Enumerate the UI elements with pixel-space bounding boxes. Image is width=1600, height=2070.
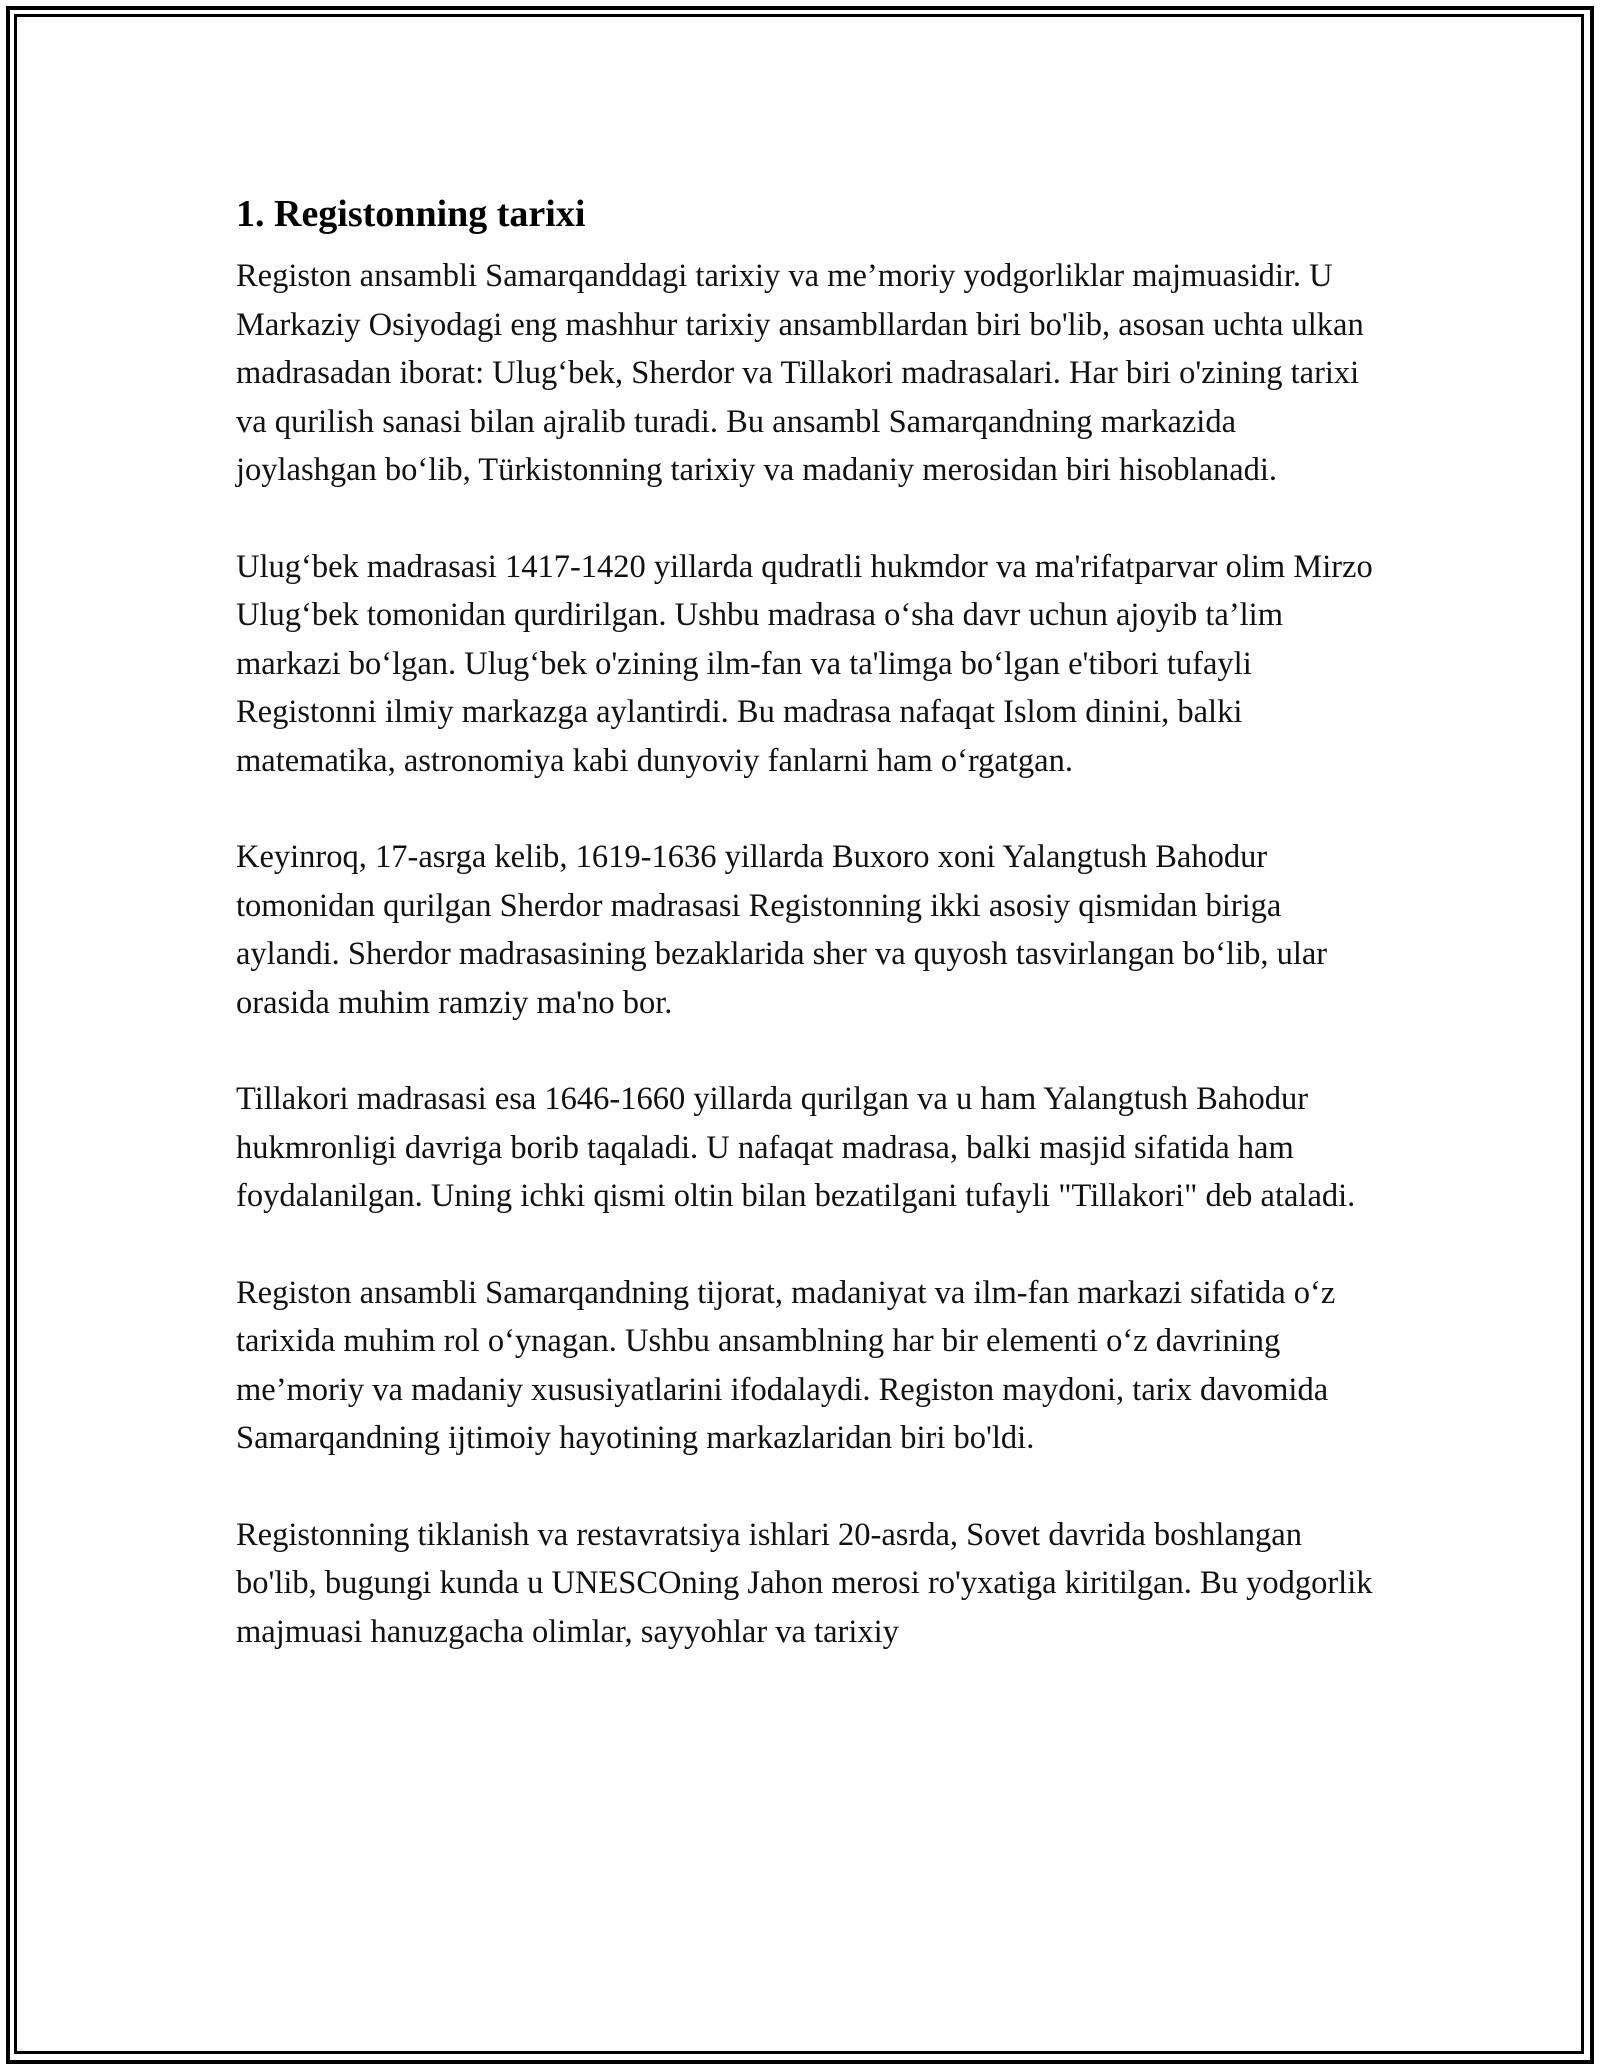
section-heading: 1. Registonning tarixi xyxy=(236,193,586,235)
paragraph-registon-role: Registon ansambli Samarqandning tijorat, madaniyat va ilm-fan markazi sifatida o‘z tarixida muhim rol o‘ynagan. Ushbu ansamblning har bir elementi o‘z davrining me’moriy va madaniy xususiyatlarini ifodalaydi. Registon maydoni, tarix davomida Samarqandning ijtimoiy hayotining markazlaridan biri bo'ldi. xyxy=(236,1274,1336,1456)
paragraph-restoration: Registonning tiklanish va restavratsiya ishlari 20-asrda, Sovet davrida boshlangan bo'lib, bugungi kunda u UNESCOning Jahon merosi ro'yxatiga kiritilgan. Bu yodgorlik majmuasi hanuzgacha olimlar, sayyohlar va tarixiy xyxy=(236,1516,1373,1650)
paragraph-ulugbek-madrasa: Ulug‘bek madrasasi 1417-1420 yillarda qudratli hukmdor va ma'rifatparvar olim Mirzo Ulug‘bek tomonidan qurdirilgan. Ushbu madrasa o‘sha davr uchun ajoyib ta’lim markazi bo‘lgan. Ulug‘bek o'zining ilm-fan va ta'limga bo‘lgan e'tibori tufayli Registonni ilmiy markazga aylantirdi. Bu madrasa nafaqat Islom dinini, balki matematika, astronomiya kabi dunyoviy fanlarni ham o‘rgatgan. xyxy=(236,548,1373,779)
paragraph-tillakori-madrasa: Tillakori madrasasi esa 1646-1660 yillarda qurilgan va u ham Yalangtush Bahodur hukmronligi davriga borib taqaladi. U nafaqat madrasa, balki masjid sifatida ham foydalanilgan. Uning ichki qismi oltin bilan bezatilgani tufayli "Tillakori" deb ataladi. xyxy=(236,1081,1356,1214)
document-body xyxy=(236,188,1376,1704)
paragraph-sherdor-madrasa: Keyinroq, 17-asrga kelib, 1619-1636 yillarda Buxoro xoni Yalangtush Bahodur tomonidan qurilgan Sherdor madrasasi Registonning ikki asosiy qismidan biriga aylandi. Sherdor madrasasining bezaklarida sher va quyosh tasvirlangan bo‘lib, ular orasida muhim ramziy ma'no bor. xyxy=(236,839,1328,1021)
paragraph-registon-intro: Registon ansambli Samarqanddagi tarixiy va me’moriy yodgorliklar majmuasidir. U Markaziy Osiyodagi eng mashhur tarixiy ansambllardan biri bo'lib, asosan uchta ulkan madrasadan iborat: Ulug‘bek, Sherdor va Tillakori madrasalari. Har biri o'zining tarixi va qurilish sanasi bilan ajralib turadi. Bu ansambl Samarqandning markazida joylashgan bo‘lib, Türkistonning tarixiy va madaniy merosidan biri hisoblanadi. xyxy=(236,258,1364,488)
